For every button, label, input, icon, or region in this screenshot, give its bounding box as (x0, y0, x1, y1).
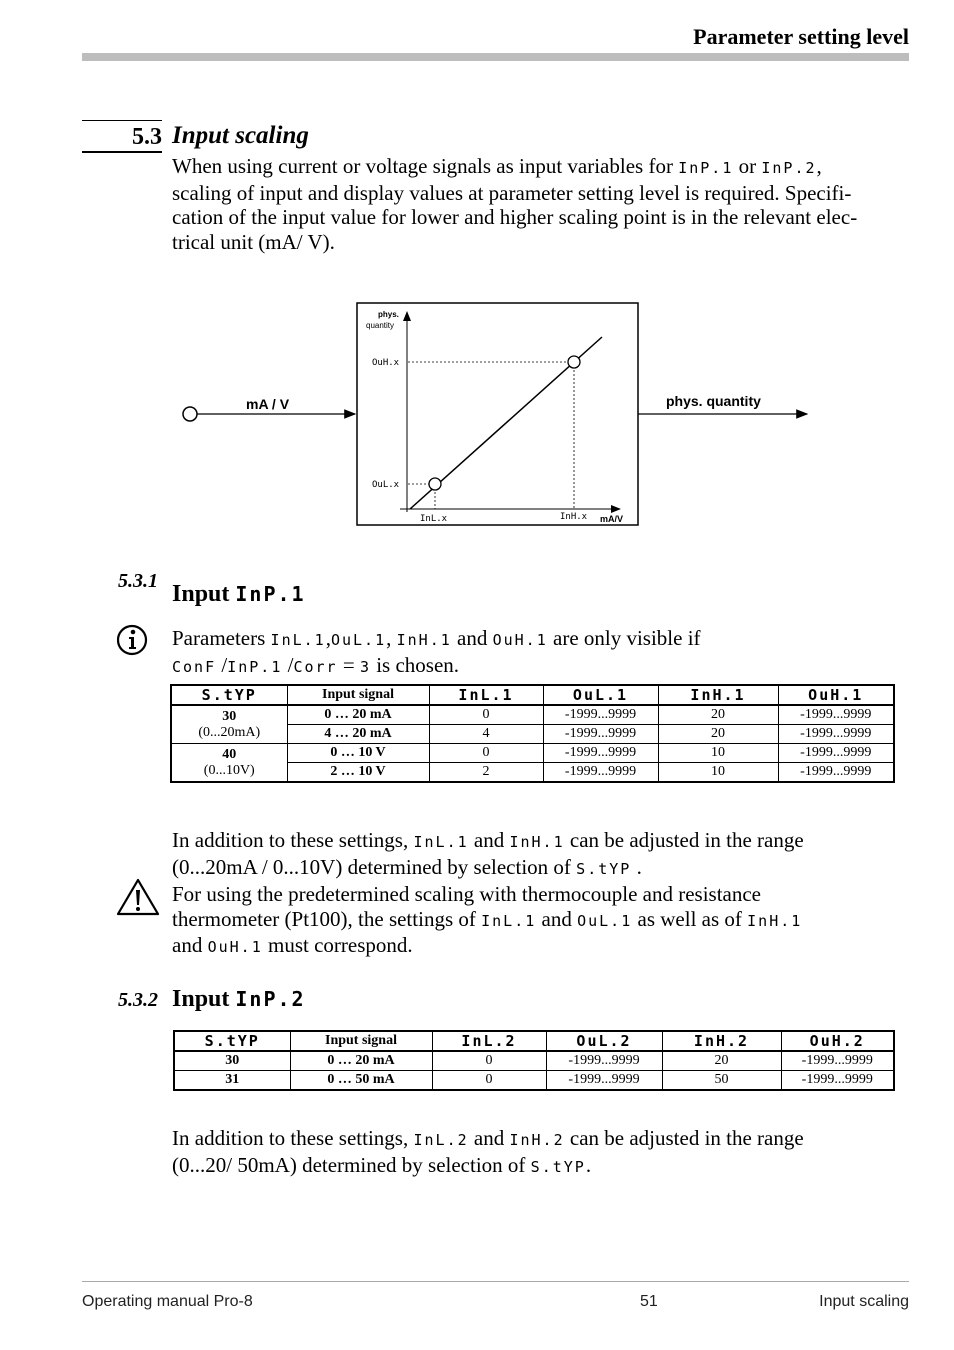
page-number: 51 (640, 1293, 658, 1310)
range-text: In addition to these settings, (172, 828, 409, 852)
type-cell (171, 744, 287, 783)
table-cell: 10 (658, 744, 778, 763)
header-cell: S.tYP (171, 685, 287, 705)
table-cell: 2 … 10 V (287, 763, 429, 783)
subsection-number-1: 5.3.1 (118, 570, 158, 592)
footer-rule (82, 1281, 909, 1282)
intro-line-2: scaling of input and display values at parameter setting level is required. Specifi- (172, 180, 852, 205)
scaling-diagram (170, 290, 820, 535)
intro-or: or (738, 154, 757, 178)
table-cell: 20 (658, 705, 778, 725)
note-sep: , (325, 626, 331, 650)
running-header: Parameter setting level (693, 24, 909, 49)
diagram-frame (357, 303, 638, 525)
header-cell: OuH.1 (778, 685, 894, 705)
table-row (174, 1051, 894, 1071)
header-cell: InL.1 (429, 685, 543, 705)
header-rule (82, 53, 909, 61)
y-low-label: OuL.x (372, 480, 400, 490)
subsection-title-text: Input (172, 581, 230, 607)
visibility-note (172, 626, 892, 679)
header-cell: OuL.1 (543, 685, 658, 705)
header-cell: Input signal (287, 685, 429, 705)
table-cell: 4 … 20 mA (287, 725, 429, 744)
range-text: (0...20/ 50mA) determined by selection of (172, 1152, 526, 1177)
table-cell: 4 (429, 725, 543, 744)
code-3: 3 (359, 657, 371, 676)
range-paragraph-1 (172, 828, 892, 881)
header-cell: OuH.2 (781, 1031, 894, 1051)
section-title: Input scaling (172, 122, 309, 149)
header-cell: InH.2 (662, 1031, 781, 1051)
range-line-1 (172, 828, 892, 855)
input1-table (170, 684, 895, 783)
code-oul1: OuL.1 (330, 631, 387, 649)
header-cell: InH.1 (658, 685, 778, 705)
table-cell: -1999...9999 (546, 1051, 662, 1071)
table-cell: 0 … 20 mA (287, 705, 429, 725)
table-cell: 0 … 20 mA (290, 1051, 432, 1071)
note-text: Parameters (172, 626, 266, 650)
code-inh1: InH.1 (396, 631, 452, 649)
table-row (171, 705, 894, 725)
range-paragraph-2 (172, 1126, 892, 1179)
table-cell: 30 (174, 1051, 290, 1071)
warning-and: and (541, 906, 572, 931)
range-text: In addition to these settings, (172, 1126, 409, 1150)
note-slash: / (221, 652, 228, 677)
info-icon (117, 623, 149, 659)
table-cell: -1999...9999 (778, 725, 894, 744)
code-inl2: InL.2 (413, 1131, 469, 1149)
table-cell: -1999...9999 (543, 744, 658, 763)
table-row (174, 1071, 894, 1091)
code-styp: S.tYP (530, 1157, 586, 1176)
header-cell: OuL.2 (546, 1031, 662, 1051)
warning-line-2 (172, 907, 902, 934)
table-cell: -1999...9999 (778, 763, 894, 783)
table-cell: 0 (429, 744, 543, 763)
table-cell: 10 (658, 763, 778, 783)
table-cell: -1999...9999 (781, 1051, 894, 1071)
table-cell: -1999...9999 (781, 1071, 894, 1091)
y-axis-label-1: phys. (378, 310, 399, 319)
subsection-title-text: Input (172, 986, 230, 1012)
warning-text: must correspond. (267, 933, 413, 957)
type-cell (171, 705, 287, 744)
type-desc: (0...10V) (203, 762, 255, 778)
table-cell: 0 (432, 1071, 546, 1091)
code-inl1: InL.1 (481, 911, 537, 930)
intro-paragraph (172, 154, 912, 254)
type-code: 40 (222, 746, 237, 762)
code-ouh1: OuH.1 (207, 938, 263, 956)
code-inl1: InL.1 (270, 631, 326, 649)
note-and: and (457, 626, 488, 650)
range-line-2 (172, 855, 892, 882)
code-inh1: InH.1 (509, 833, 565, 851)
code-ouh1: OuH.1 (492, 631, 548, 649)
intro-comma: , (816, 154, 822, 178)
note-text: are only visible if (553, 626, 701, 650)
code-inp2: InP.2 (761, 159, 817, 177)
range-line-1 (172, 1126, 892, 1153)
x-axis-unit: mA/V (600, 514, 624, 524)
table-cell: -1999...9999 (543, 725, 658, 744)
note-sep: , (386, 626, 392, 650)
table-cell: 2 (429, 763, 543, 783)
table-cell: 0 … 10 V (287, 744, 429, 763)
table-cell: 20 (658, 725, 778, 744)
subsection-title-2 (172, 986, 306, 1013)
output-label: phys. quantity (666, 393, 761, 409)
code-inl1: InL.1 (413, 833, 469, 851)
code-conf: ConF (172, 657, 217, 676)
table-cell: -1999...9999 (543, 705, 658, 725)
intro-line-4: trical unit (mA/ V). (172, 229, 335, 254)
warning-icon (115, 877, 161, 917)
footer-section-name: Input scaling (819, 1293, 909, 1310)
table-cell: -1999...9999 (778, 744, 894, 763)
range-text: can be adjusted in the range (569, 1126, 804, 1150)
type-code: 30 (222, 708, 237, 724)
code-inp1-title: InP.1 (235, 582, 306, 606)
input-label: mA / V (246, 396, 290, 412)
code-corr: Corr (293, 657, 338, 676)
table-cell: 20 (662, 1051, 781, 1071)
code-styp: S.tYP (576, 859, 632, 878)
header-cell: S.tYP (174, 1031, 290, 1051)
table-cell: -1999...9999 (546, 1071, 662, 1091)
table-cell: -1999...9999 (778, 705, 894, 725)
y-high-label: OuH.x (372, 358, 400, 368)
subsection-number-2: 5.3.2 (118, 989, 158, 1011)
range-and: and (473, 1126, 505, 1150)
warning-line-1: For using the predetermined scaling with thermocouple and resistance (172, 882, 761, 906)
code-inp1: InP.1 (227, 657, 283, 676)
note-equals: = (342, 652, 355, 677)
warning-text: as well as of (637, 906, 742, 931)
warning-text: thermometer (Pt100), the settings of (172, 906, 476, 931)
table-cell: 31 (174, 1071, 290, 1091)
table-cell: -1999...9999 (543, 763, 658, 783)
table-row (171, 744, 894, 763)
note-line-1 (172, 626, 892, 653)
range-text: can be adjusted in the range (569, 828, 804, 852)
table-cell: 0 … 50 mA (290, 1071, 432, 1091)
high-point-marker (568, 356, 580, 368)
y-axis-label-2: quantity (366, 321, 395, 330)
table-header-row (171, 685, 894, 705)
x-high-label: InH.x (560, 512, 588, 522)
table-cell: 0 (432, 1051, 546, 1071)
input-terminal-icon (183, 407, 197, 421)
intro-line-3: cation of the input value for lower and higher scaling point is in the relevant elec- (172, 205, 858, 229)
footer-manual-title: Operating manual Pro-8 (82, 1293, 253, 1310)
x-low-label: InL.x (420, 514, 448, 524)
note-line-2 (172, 653, 892, 680)
range-period: . (585, 1152, 592, 1177)
warning-line-3 (172, 933, 902, 960)
code-oul1: OuL.1 (577, 911, 633, 930)
table-cell: 50 (662, 1071, 781, 1091)
code-inh2: InH.2 (509, 1131, 565, 1149)
warning-and: and (172, 933, 203, 957)
range-period: . (636, 854, 642, 879)
section-rule-bottom (82, 151, 162, 153)
code-inh1: InH.1 (747, 911, 803, 930)
section-number: 5.3 (132, 124, 162, 150)
intro-line-1 (172, 154, 912, 181)
header-cell: InL.2 (432, 1031, 546, 1051)
warning-paragraph (172, 882, 902, 960)
section-rule-top (82, 120, 162, 121)
header-cell: Input signal (290, 1031, 432, 1051)
code-inp2-title: InP.2 (235, 987, 306, 1011)
note-text: is chosen. (376, 652, 460, 677)
range-line-2 (172, 1153, 892, 1180)
code-inp1: InP.1 (678, 159, 734, 177)
type-desc: (0...20mA) (198, 724, 261, 740)
range-text: (0...20mA / 0...10V) determined by selection of (172, 854, 571, 879)
intro-text: When using current or voltage signals as input variables for (172, 154, 673, 178)
note-slash: / (287, 652, 294, 677)
input2-table (173, 1030, 895, 1091)
table-header-row (174, 1031, 894, 1051)
table-cell: 0 (429, 705, 543, 725)
low-point-marker (429, 478, 441, 490)
subsection-title-1 (172, 581, 306, 608)
range-and: and (473, 828, 505, 852)
